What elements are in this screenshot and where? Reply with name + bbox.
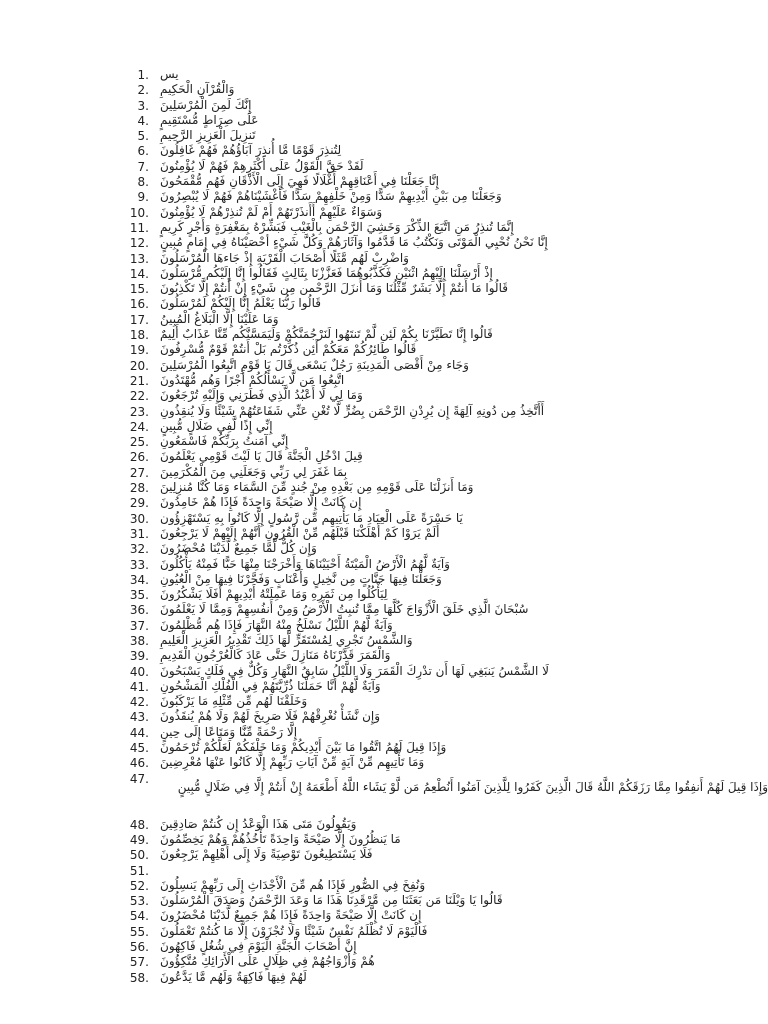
verse-text: إِن كَانَتْ إِلَّا صَيْحَةً وَاحِدَةً فَإِذَا هُمْ جَمِيعٌ لَّدَيْنَا مُحْضَرُونَ — [160, 908, 422, 923]
verse-text: إِنَّا جَعَلْنَا فِي أَعْنَاقِهِمْ أَغْلَالًا فَهِيَ إِلَى الْأَذْقَانِ فَهُم مُّقْمَحُونَ — [160, 174, 439, 189]
verse-row — [0, 680, 768, 695]
verse-text: إِذْ أَرْسَلْنَا إِلَيْهِمُ اثْنَيْنِ فَكَذَّبُوهُمَا فَعَزَّزْنَا بِثَالِثٍ فَقَالُوا إِنَّا إِلَيْكُم مُّرْسَلُونَ — [160, 265, 493, 280]
verse-row — [0, 435, 768, 450]
verse-text: إِن كَانَتْ إِلَّا صَيْحَةً وَاحِدَةً فَإِذَا هُمْ خَامِدُونَ — [160, 495, 362, 510]
verse-text: وَمَا لِي لَا أَعْبُدُ الَّذِي فَطَرَنِي وَإِلَيْهِ تُرْجَعُونَ — [160, 388, 363, 403]
verse-number: 26. — [129, 450, 149, 465]
verse-number: 2. — [137, 83, 149, 98]
verse-text: لِيَأْكُلُوا مِن ثَمَرِهِ وَمَا عَمِلَتْهُ أَيْدِيهِمْ أَفَلَا يَشْكُرُونَ — [160, 587, 388, 602]
verse-row — [0, 955, 768, 970]
verse-row — [0, 971, 768, 986]
verse-row — [0, 389, 768, 404]
verse-number: 19. — [129, 343, 149, 358]
verse-text: وَاضْرِبْ لَهُم مَّثَلًا أَصْحَابَ الْقَرْيَةِ إِذْ جَاءهَا الْمُرْسَلُونَ — [160, 250, 409, 265]
verse-row — [0, 68, 768, 83]
verse-text: فَلَا يَسْتَطِيعُونَ تَوْصِيَةً وَلَا إِلَى أَهْلِهِمْ يَرْجِعُونَ — [160, 847, 373, 862]
verse-text: أَلَمْ يَرَوْا كَمْ أَهْلَكْنَا قَبْلَهُم مِّنْ الْقُرُونِ أَنَّهُمْ إِلَيْهِمْ لَا يَرْجِعُونَ — [160, 525, 440, 540]
verse-number: 47. — [129, 771, 149, 786]
verse-text: مَا يَنظُرُونَ إِلَّا صَيْحَةً وَاحِدَةً تَأْخُذُهُمْ وَهُمْ يَخِصِّمُونَ — [160, 831, 401, 846]
verse-row — [0, 833, 768, 848]
verse-number: 6. — [137, 144, 149, 159]
verse-text: وَيَقُولُونَ مَتَى هَذَا الْوَعْدُ إِن كُنتُمْ صَادِقِينَ — [160, 816, 357, 831]
verse-number: 3. — [137, 98, 149, 113]
verse-text: وَسَوَاءٌ عَلَيْهِمْ أَأَنذَرْتَهُمْ أَمْ لَمْ تُنذِرْهُمْ لَا يُؤْمِنُونَ — [160, 204, 383, 219]
verse-row — [0, 405, 768, 420]
verse-row — [0, 450, 768, 465]
verse-text: قَالُوا مَا أَنتُمْ إِلَّا بَشَرٌ مِّثْلُنَا وَمَا أَنزَلَ الرَّحْمن مِن شَيْءٍ إِنْ أَنتُمْ إِلَّا تَكْذِبُونَ — [160, 281, 508, 296]
verse-number: 35. — [129, 588, 149, 603]
verse-number: 17. — [129, 312, 149, 327]
verse-text: قَالُوا رَبُّنَا يَعْلَمُ إِنَّا إِلَيْكُمْ لَمُرْسَلُونَ — [160, 296, 321, 311]
verse-row — [0, 420, 768, 435]
verse-row — [0, 267, 768, 282]
verse-number: 4. — [137, 113, 149, 128]
verse-number: 32. — [129, 542, 149, 557]
verse-text: لَهُمْ فِيهَا فَاكِهَةٌ وَلَهُم مَّا يَدَّعُونَ — [160, 969, 307, 984]
verse-row — [0, 297, 768, 312]
verse-number: 21. — [129, 373, 149, 388]
verse-row — [0, 848, 768, 863]
verse-text: قِيلَ ادْخُلِ الْجَنَّةَ قَالَ يَا لَيْتَ قَوْمِي يَعْلَمُونَ — [160, 449, 363, 464]
verse-text: وَإِذَا قِيلَ لَهُمْ أَنفِقُوا مِمَّا رَزَقَكُمْ اللَّهُ قَالَ الَّذِينَ كَفَرُوا لِلَّذِينَ آمَنُوا أَنُطْعِمُ مَن لَّوْ يَشَاء اللَّهُ أَطْعَمَهُ إِنْ أَنتُمْ إِلَّا فِي ضَلَالٍ مُّبِينٍ — [177, 779, 768, 794]
verse-text: وَجَعَلْنَا مِن بَيْنِ أَيْدِيهِمْ سَدًّا وَمِنْ خَلْفِهِمْ سَدًّا فَأَغْشَيْنَاهُمْ فَهُمْ لَا يُبْصِرُونَ — [160, 189, 502, 204]
verse-number: 29. — [129, 496, 149, 511]
verse-number: 15. — [129, 282, 149, 297]
verse-row — [0, 634, 768, 649]
verse-row — [0, 282, 768, 297]
verse-row — [0, 772, 768, 818]
verse-number: 12. — [129, 236, 149, 251]
verse-row — [0, 818, 768, 833]
verse-number: 14. — [129, 266, 149, 281]
verse-number: 41. — [129, 679, 149, 694]
verse-row — [0, 527, 768, 542]
verse-row — [0, 925, 768, 940]
verse-text: يَا حَسْرَةً عَلَى الْعِبَادِ مَا يَأْتِيهِم مِّن رَّسُولٍ إِلَّا كَانُوا بِهِ يَسْتَهْزِؤُون — [160, 510, 463, 525]
verse-row — [0, 649, 768, 664]
verse-number: 1. — [137, 68, 149, 82]
verse-text: وَمَا أَنزَلْنَا عَلَى قَوْمِهِ مِن بَعْدِهِ مِنْ جُندٍ مِّنَ السَّمَاء وَمَا كُنَّا مُنزِلِينَ — [160, 480, 474, 495]
verse-number: 54. — [129, 909, 149, 924]
verse-number: 22. — [129, 389, 149, 404]
verse-number: 13. — [129, 251, 149, 266]
verse-text: وَجَعَلْنَا فِيهَا جَنَّاتٍ مِن نَّخِيلٍ وَأَعْنَابٍ وَفَجَّرْنَا فِيهَا مِنْ الْعُيُونِ — [160, 571, 442, 586]
verse-row — [0, 481, 768, 496]
verse-text: اتَّبِعُوا مَن لَّا يَسْأَلُكُمْ أَجْرًا وَهُم مُّهْتَدُونَ — [160, 372, 345, 387]
verse-number: 37. — [129, 618, 149, 633]
verse-number: 57. — [129, 955, 149, 970]
verse-number: 25. — [129, 435, 149, 450]
verse-row — [0, 466, 768, 481]
verse-text: وَالشَّمْسُ تَجْرِي لِمُسْتَقَرٍّ لَّهَا ذَلِكَ تَقْدِيرُ الْعَزِيزِ الْعَلِيمِ — [160, 632, 413, 647]
verse-text: إِنَّكَ لَمِنَ الْمُرْسَلِينَ — [160, 97, 252, 112]
verse-row — [0, 879, 768, 894]
verse-number: 49. — [129, 832, 149, 847]
verse-row — [0, 343, 768, 358]
verse-list — [0, 68, 768, 986]
verse-text: وَآيَةٌ لَّهُمُ الْأَرْضُ الْمَيْتَةُ أَحْيَيْنَاهَا وَأَخْرَجْنَا مِنْهَا حَبًّا فَمِنْهُ يَأْكُلُونَ — [160, 556, 450, 571]
verse-number: 10. — [129, 205, 149, 220]
verse-text: وَآيَةٌ لَّهُمْ أَنَّا حَمَلْنَا ذُرِّيَّتَهُمْ فِي الْفُلْكِ الْمَشْحُونِ — [160, 678, 381, 693]
verse-number: 53. — [129, 894, 149, 909]
verse-text: إِنَّمَا تُنذِرُ مَنِ اتَّبَعَ الذِّكْرَ وَخَشِيَ الرَّحْمَن بِالْغَيْبِ فَبَشِّرْهُ بِمَغْفِرَةٍ وَأَجْرٍ كَرِيمٍ — [160, 219, 514, 234]
verse-row — [0, 359, 768, 374]
verse-text: إِنِّي آمَنتُ بِرَبِّكُمْ فَاسْمَعُونِ — [160, 434, 289, 449]
verse-row — [0, 695, 768, 710]
verse-number: 7. — [137, 159, 149, 174]
verse-text: سُبْحَانَ الَّذِي خَلَقَ الْأَزْوَاجَ كُلَّهَا مِمَّا تُنبِتُ الْأَرْضُ وَمِنْ أَنفُسِهِمْ وَمِمَّا لَا يَعْلَمُونَ — [160, 602, 529, 617]
verse-row — [0, 206, 768, 221]
verse-text: وَإِن كُلٌّ لَّمَّا جَمِيعٌ لَّدَيْنَا مُحْضَرُونَ — [160, 541, 317, 556]
verse-text: قَالُوا إِنَّا تَطَيَّرْنَا بِكُمْ لَئِن لَّمْ تَنتَهُوا لَنَرْجُمَنَّكُمْ وَلَيَمَسَّنَّكُم مِّنَّا عَذَابٌ أَلِيمٌ — [160, 327, 493, 342]
verse-row — [0, 512, 768, 527]
verse-row — [0, 940, 768, 955]
verse-text: وَمَا تَأْتِيهِم مِّنْ آيَةٍ مِّنْ آيَاتِ رَبِّهِمْ إِلَّا كَانُوا عَنْهَا مُعْرِضِينَ — [160, 755, 425, 770]
verse-row — [0, 83, 768, 98]
verse-number: 48. — [129, 817, 149, 832]
verse-row — [0, 619, 768, 634]
verse-number: 20. — [129, 358, 149, 373]
verse-row — [0, 374, 768, 389]
verse-text: إِلَّا رَحْمَةً مِّنَّا وَمَتَاعًا إِلَى حِينٍ — [160, 724, 298, 739]
verse-number: 9. — [137, 190, 149, 205]
verse-number: 38. — [129, 633, 149, 648]
verse-number: 58. — [129, 970, 149, 985]
verse-number: 56. — [129, 940, 149, 955]
verse-row — [0, 710, 768, 725]
verse-row — [0, 726, 768, 741]
verse-text: وَإِن نَّشَأْ نُغْرِقْهُمْ فَلَا صَرِيخَ لَهُمْ وَلَا هُمْ يُنقَذُونَ — [160, 709, 381, 724]
verse-row — [0, 160, 768, 175]
verse-row — [0, 144, 768, 159]
verse-number: 31. — [129, 526, 149, 541]
verse-text: وَآيَةٌ لَّهُمْ اللَّيْلُ نَسْلَخُ مِنْهُ النَّهَارَ فَإِذَا هُم مُّظْلِمُونَ — [160, 617, 393, 632]
verse-text: أَأَتَّخِذُ مِن دُونِهِ آلِهَةً إِن يُرِدْنِ الرَّحْمَن بِضُرٍّ لَّا تُغْنِ عَنِّي شَفَاعَتُهُمْ شَيْئًا وَلَا يُنقِذُونِ — [160, 403, 545, 418]
verse-text: بِمَا غَفَرَ لِي رَبِّي وَجَعَلَنِي مِنَ الْمُكْرَمِينَ — [160, 464, 348, 479]
verse-row — [0, 558, 768, 573]
verse-text: لِتُنذِرَ قَوْمًا مَّا أُنذِرَ آبَاؤُهُمْ فَهُمْ غَافِلُونَ — [160, 143, 342, 158]
verse-text: فَالْيَوْمَ لَا تُظْلَمُ نَفْسٌ شَيْئًا وَلَا تُجْزَوْنَ إِلَّا مَا كُنتُمْ تَعْمَلُونَ — [160, 923, 428, 938]
verse-number: 42. — [129, 695, 149, 710]
verse-text: قَالُوا طَائِرُكُمْ مَعَكُمْ أَئِن ذُكِّرْتُم بَلْ أَنتُمْ قَوْمٌ مُّسْرِفُونَ — [160, 342, 417, 357]
verse-text: إِنَّ أَصْحَابَ الْجَنَّةِ الْيَوْمَ فِي شُغُلٍ فَاكِهُونَ — [160, 939, 357, 954]
verse-number: 18. — [129, 328, 149, 343]
verse-row — [0, 756, 768, 771]
verse-row — [0, 221, 768, 236]
verse-number: 39. — [129, 649, 149, 664]
verse-text: وَنُفِخَ فِي الصُّورِ فَإِذَا هُم مِّنَ الْأَجْدَاثِ إِلَى رَبِّهِمْ يَنسِلُونَ — [160, 877, 426, 892]
verse-number: 34. — [129, 572, 149, 587]
verse-number: 51. — [129, 863, 149, 878]
verse-number: 27. — [129, 465, 149, 480]
verse-row — [0, 542, 768, 557]
verse-number: 30. — [129, 511, 149, 526]
verse-number: 24. — [129, 419, 149, 434]
verse-text: وَمَا عَلَيْنَا إِلَّا الْبَلَاغُ الْمُبِينُ — [160, 311, 279, 326]
verse-row — [0, 252, 768, 267]
verse-text: قَالُوا يَا وَيْلَنَا مَن بَعَثَنَا مِن مَّرْقَدِنَا هَذَا مَا وَعَدَ الرَّحْمَنُ وَصَدَقَ الْمُرْسَلُونَ — [160, 893, 503, 908]
verse-number: 52. — [129, 878, 149, 893]
verse-row — [0, 114, 768, 129]
verse-row — [0, 864, 768, 879]
verse-number: 50. — [129, 848, 149, 863]
verse-row — [0, 909, 768, 924]
verse-number: 45. — [129, 741, 149, 756]
verse-text: لَقَدْ حَقَّ الْقَوْلُ عَلَى أَكْثَرِهِمْ فَهُمْ لَا يُؤْمِنُونَ — [160, 158, 364, 173]
verse-number: 11. — [129, 220, 149, 235]
verse-number: 8. — [137, 175, 149, 190]
verse-text: هُمْ وَأَزْوَاجُهُمْ فِي ظِلَالٍ عَلَى الْأَرَائِكِ مُتَّكِؤُونَ — [160, 954, 375, 969]
verse-row — [0, 496, 768, 511]
verse-text: وَخَلَقْنَا لَهُم مِّن مِّثْلِهِ مَا يَرْكَبُونَ — [160, 694, 308, 709]
verse-number: 55. — [129, 924, 149, 939]
verse-row — [0, 190, 768, 205]
verse-row — [0, 665, 768, 680]
verse-text: وَالْقَمَرَ قَدَّرْنَاهُ مَنَازِلَ حَتَّى عَادَ كَالْعُرْجُونِ الْقَدِيمِ — [160, 648, 391, 663]
verse-number: 44. — [129, 725, 149, 740]
verse-text: تَنزِيلَ الْعَزِيزِ الرَّحِيمِ — [160, 128, 256, 143]
verse-text: لَا الشَّمْسُ يَنبَغِي لَهَا أَن تدْرِكَ الْقَمَرَ وَلَا اللَّيْلُ سَابِقُ النَّهَارِ وَكُلٌّ فِي فَلَكٍ يَسْبَحُونَ — [160, 663, 550, 678]
verse-text: إِنِّي إِذًا لَّفِي ضَلَالٍ مُّبِينٍ — [160, 418, 273, 433]
verse-number: 16. — [129, 297, 149, 312]
verse-number: 40. — [129, 664, 149, 679]
verse-row — [0, 603, 768, 618]
verse-row — [0, 129, 768, 144]
verse-number: 43. — [129, 710, 149, 725]
verse-row — [0, 99, 768, 114]
verse-number: 46. — [129, 756, 149, 771]
verse-number: 5. — [137, 129, 149, 144]
verse-row — [0, 236, 768, 251]
verse-text: عَلَى صِرَاطٍ مُّسْتَقِيمٍ — [160, 112, 259, 127]
verse-number: 33. — [129, 557, 149, 572]
verse-text: وَالْقُرْآنِ الْحَكِيمِ — [160, 82, 235, 97]
verse-number: 36. — [129, 603, 149, 618]
verse-row — [0, 573, 768, 588]
verse-text: وَجَاء مِنْ أَقْصَى الْمَدِينَةِ رَجُلٌ يَسْعَى قَالَ يَا قَوْمِ اتَّبِعُوا الْمُرْسَلِينَ — [160, 357, 469, 372]
verse-number: 28. — [129, 481, 149, 496]
verse-text: وَإِذَا قِيلَ لَهُمُ اتَّقُوا مَا بَيْنَ أَيْدِيكُمْ وَمَا خَلْفَكُمْ لَعَلَّكُمْ تُرْحَمُونَ — [160, 740, 447, 755]
verse-number: 23. — [129, 404, 149, 419]
verse-text: يس — [160, 67, 179, 81]
verse-text: إِنَّا نَحْنُ نُحْيِي الْمَوْتَى وَنَكْتُبُ مَا قَدَّمُوا وَآثَارَهُمْ وَكُلَّ شَيْءٍ أحْصَيْنَاهُ فِي إِمَامٍ مُبِينٍ — [160, 235, 548, 250]
verse-row — [0, 313, 768, 328]
